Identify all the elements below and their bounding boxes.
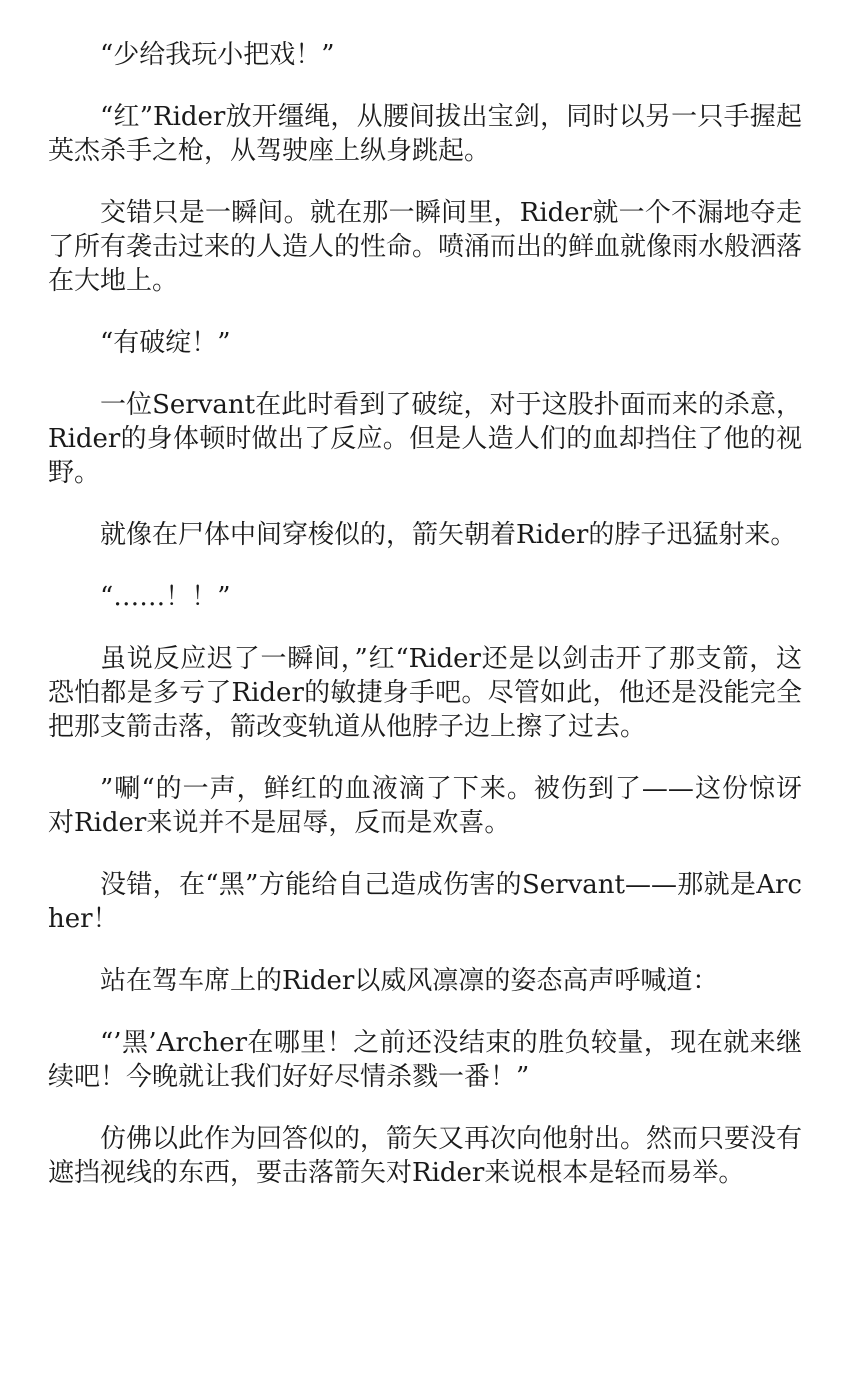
paragraph: “有破绽！” bbox=[100, 328, 231, 358]
paragraph: 站在驾车席上的Rider以威风凛凛的姿态高声呼喊道： bbox=[100, 966, 719, 996]
paragraph: “……！！” bbox=[100, 582, 231, 612]
paragraph: “红”Rider放开缰绳，从腰间拔出宝剑，同时以另一只手握起英杰杀手之枪，从驾驶座上纵身跳起。 bbox=[48, 102, 802, 166]
paragraph: 交错只是一瞬间。就在那一瞬间里，Rider就一个不漏地夺走了所有袭击过来的人造人的性命。喷涌而出的鲜血就像雨水般洒落在大地上。 bbox=[48, 198, 803, 296]
paragraph: “少给我玩小把戏！” bbox=[100, 40, 335, 70]
paragraph: 仿佛以此作为回答似的，箭矢又再次向他射出。然而只要没有遮挡视线的东西，要击落箭矢对Rider来说根本是轻而易举。 bbox=[48, 1124, 803, 1188]
paragraph: “’黑’Archer在哪里！之前还没结束的胜负较量，现在就来继续吧！今晚就让我们好好尽情杀戮一番！” bbox=[48, 1028, 802, 1092]
paragraph: 就像在尸体中间穿梭似的，箭矢朝着Rider的脖子迅猛射来。 bbox=[100, 520, 797, 550]
paragraph: ”唰“的一声，鲜红的血液滴了下来。被伤到了——这份惊讶对Rider来说并不是屈辱，反而是欢喜。 bbox=[48, 774, 802, 838]
paragraph: 虽说反应迟了一瞬间，”红“Rider还是以剑击开了那支箭，这恐怕都是多亏了Rider的敏捷身手吧。尽管如此，他还是没能完全把那支箭击落，箭改变轨道从他脖子边上擦了过去。 bbox=[48, 644, 802, 742]
paragraph: 没错，在“黑”方能给自己造成伤害的Servant——那就是Archer！ bbox=[48, 870, 802, 934]
paragraph: 一位Servant在此时看到了破绽，对于这股扑面而来的杀意，Rider的身体顿时做出了反应。但是人造人们的血却挡住了他的视野。 bbox=[48, 390, 802, 488]
